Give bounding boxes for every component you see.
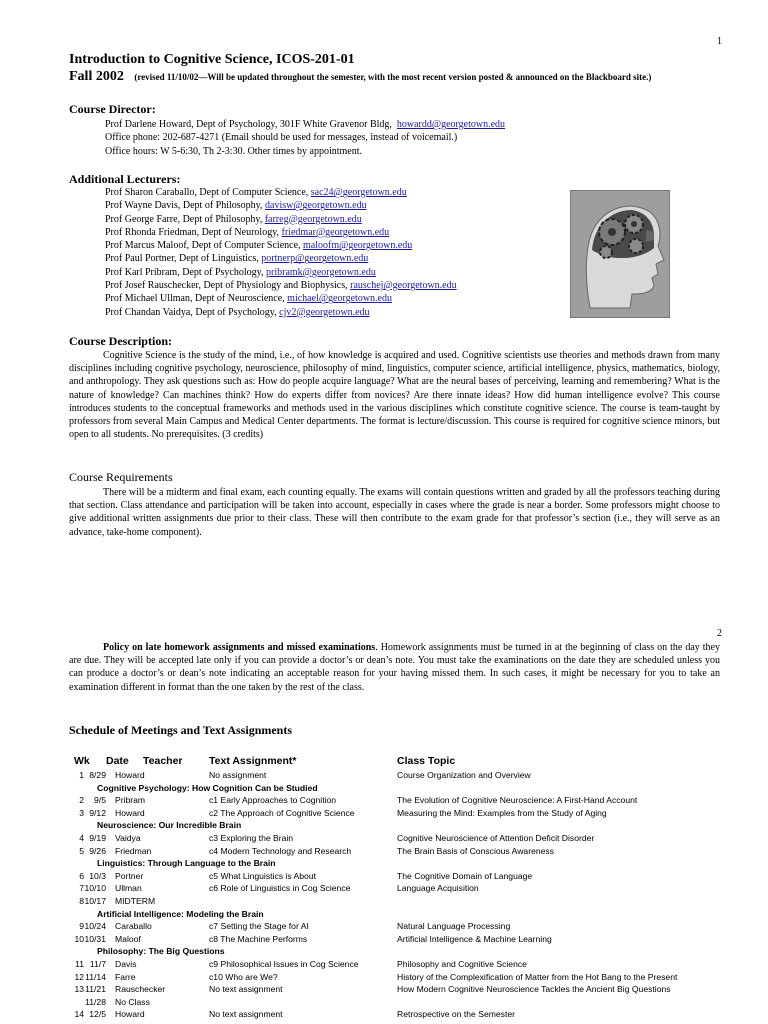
date-cell: 9/19 [89, 833, 106, 843]
schedule-unit-heading [72, 819, 752, 831]
lecturer-name: Prof Sharon Caraballo, Dept of Computer Science, [105, 187, 311, 198]
schedule-unit-heading [72, 782, 752, 794]
text-assignment-cell: No text assignment [209, 1009, 283, 1020]
lecturer-email-link[interactable]: cjv2@georgetown.edu [279, 306, 370, 318]
director-email-link[interactable]: howardd@georgetown.edu [396, 119, 506, 130]
lecturer-email-link[interactable]: davisw@georgetown.edu [265, 200, 367, 212]
schedule-heading: Schedule of Meetings and Text Assignments [69, 723, 293, 737]
lecturer-name: Prof Karl Pribram, Dept of Psychology, [105, 266, 266, 278]
schedule-unit-heading [72, 857, 752, 869]
week-cell: 7 [79, 883, 84, 894]
class-topic-cell: Course Organization and Overview [397, 770, 531, 780]
text-assignment-cell: c8 The Machine Performs [209, 933, 308, 944]
teacher-cell: Pribram [115, 795, 146, 806]
term-line [69, 69, 651, 85]
schedule-row [72, 807, 752, 819]
schedule-row [72, 845, 752, 857]
class-topic-cell: Philosophy and Cognitive Science [397, 959, 527, 969]
lecturer-item [105, 186, 457, 199]
lecturer-name: Prof George Farre, Dept of Philosophy, [105, 213, 265, 225]
schedule-row [72, 933, 752, 945]
teacher-cell: Rauschecker [115, 984, 166, 995]
lecturer-item [105, 306, 457, 319]
teacher-cell: Howard [115, 770, 145, 780]
text-assignment-cell: c4 Modern Technology and Research [209, 845, 352, 856]
lecturer-name: Prof Wayne Davis, Dept of Philosophy, [105, 200, 266, 212]
col-header-class-topic: Class Topic [397, 755, 456, 767]
schedule-table [72, 755, 752, 1023]
lecturer-email-link[interactable]: rauschej@georgetown.edu [350, 280, 457, 292]
date-cell: 9/12 [89, 807, 106, 818]
schedule-row [72, 832, 752, 844]
class-topic-cell: The Brain Basis of Conscious Awareness [397, 845, 554, 856]
late-policy-body: . Homework assignments must be turned in at the beginning of class on the day they are due. They will be accepted late only if you can provide a doctor’s or dean’s note. You must take the examinations on the date they are scheduled unless you can produce a doctor’s or dean’s note indicating an acceptable reason for your having missed them. In such cases, it might be necessary for you to take an examination different in format than the one taken by the rest of the class. [69, 642, 720, 693]
text-assignment-cell: c6 Role of Linguistics in Cog Science [209, 883, 351, 894]
description-heading: Course Description: [69, 334, 172, 348]
date-cell: 11/7 [89, 959, 106, 969]
course-director-heading: Course Director: [69, 102, 156, 116]
date-cell: 10/10 [84, 883, 106, 894]
teacher-cell: Portner [115, 870, 144, 881]
teacher-cell: MIDTERM [115, 896, 156, 906]
date-cell: 11/28 [85, 996, 106, 1007]
lecturer-email-link[interactable]: friedmar@georgetown.edu [281, 226, 390, 238]
col-header-date: Date [106, 755, 129, 767]
week-cell: 8 [79, 896, 84, 906]
lecturer-name: Prof Michael Ullman, Dept of Neuroscience, [105, 293, 288, 305]
lecturer-email-link[interactable]: pribramk@georgetown.edu [266, 266, 376, 278]
teacher-cell: Vaidya [115, 833, 141, 843]
lecturer-name: Prof Marcus Maloof, Dept of Computer Science, [105, 240, 304, 252]
text-assignment-cell: c1 Early Approaches to Cognition [209, 795, 337, 806]
lecturer-item [105, 266, 457, 279]
lecturer-list [105, 186, 457, 319]
schedule-row [72, 1008, 752, 1020]
schedule-row [72, 996, 752, 1008]
week-cell: 3 [79, 807, 84, 818]
text-assignment-cell: c2 The Approach of Cognitive Science [209, 807, 355, 818]
week-cell: 1 [79, 770, 84, 780]
text-assignment-cell: c7 Setting the Stage for AI [209, 921, 309, 932]
teacher-cell: Howard [115, 1009, 145, 1020]
lecturer-name: Prof Chandan Vaidya, Dept of Psychology, [105, 306, 280, 318]
date-cell: 8/29 [89, 770, 106, 780]
description-body: Cognitive Science is the study of the mind, i.e., of how knowledge is acquired and used. Cognitive scientists use theories and methods drawn from many disciplines including cognitive psychology, neuroscience, philosophy of mind, linguistics, computer science, artificial intelligence, physics, mathematics, biology, and anthropology. They ask questions such as: How do people acquire language? What are the neural bases of perceiving, learning and remembering? What is the nature of knowledge? Can machines think? How do experts differ from novices? Are there innate ideas? How did human intelligence evolve? This course introduces students to the conceptual frameworks and methods used in the various disciplines which constitute cognitive science. The course is team-taught by professors from several Main Campus and Medical Center departments. The format is lecture/discussion. This course is required for cognitive science minors, but open to all students. No prerequisites. (3 credits) [69, 350, 720, 441]
late-policy-lead: Policy on late homework assignments and missed examinations [103, 642, 376, 653]
page-number: 1 [717, 36, 722, 47]
lecturer-email-link[interactable]: michael@georgetown.edu [287, 293, 392, 305]
teacher-cell: Maloof [115, 933, 141, 944]
date-cell: 9/5 [94, 795, 106, 806]
lecturer-email-link[interactable]: maloofm@georgetown.edu [303, 240, 413, 252]
class-topic-cell: How Modern Cognitive Neuroscience Tackles the Ancient Big Questions [397, 984, 671, 995]
week-cell: 5 [79, 845, 84, 856]
lecturer-item [105, 199, 457, 212]
lecturer-email-link[interactable]: sac24@georgetown.edu [310, 187, 407, 198]
class-topic-cell: Natural Language Processing [397, 921, 511, 932]
schedule-row [72, 920, 752, 932]
date-cell: 10/24 [84, 921, 106, 932]
teacher-cell: Friedman [115, 845, 152, 856]
week-cell: 11 [75, 959, 84, 969]
schedule-row [72, 794, 752, 806]
teacher-cell: Howard [115, 807, 145, 818]
unit-label: Neuroscience: Our Incredible Brain [97, 820, 242, 831]
class-topic-cell: The Evolution of Cognitive Neuroscience: A First-Hand Account [397, 795, 638, 806]
unit-label: Philosophy: The Big Questions [97, 946, 225, 957]
text-assignment-cell: c5 What Linguistics is About [209, 870, 316, 881]
col-header-teacher: Teacher [143, 755, 183, 767]
text-assignment-cell: No assignment [209, 770, 267, 780]
class-topic-cell: Artificial Intelligence & Machine Learning [397, 933, 552, 944]
requirements-heading: Course Requirements [69, 470, 173, 484]
schedule-row [72, 870, 752, 882]
week-cell: 2 [79, 795, 84, 806]
class-topic-cell: Cognitive Neuroscience of Attention Deficit Disorder [397, 833, 595, 843]
schedule-row [72, 769, 752, 781]
lecturer-email-link[interactable]: portnerp@georgetown.edu [261, 253, 369, 265]
class-topic-cell: Measuring the Mind: Examples from the Study of Aging [397, 807, 607, 818]
schedule-unit-heading [72, 945, 752, 957]
week-cell: 4 [79, 833, 84, 843]
course-title: Introduction to Cognitive Science, ICOS-201-01 [69, 52, 355, 67]
schedule-unit-heading [72, 908, 752, 920]
text-assignment-cell: c3 Exploring the Brain [209, 833, 294, 843]
class-topic-cell: History of the Complexification of Matter from the Hot Bang to the Present [397, 971, 678, 982]
date-cell: 11/21 [85, 984, 106, 995]
schedule-row [72, 971, 752, 983]
gear-head-illustration [570, 190, 670, 318]
lecturers-heading: Additional Lecturers: [69, 172, 181, 186]
director-hours: Office hours: W 5-6:30, Th 2-3:30. Other times by appointment. [105, 145, 363, 157]
week-cell: 6 [79, 870, 84, 881]
date-cell: 10/3 [89, 870, 106, 881]
lecturer-item [105, 239, 457, 252]
text-assignment-cell: c10 Who are We? [209, 971, 278, 982]
late-policy [69, 641, 720, 694]
teacher-cell: Ullman [115, 883, 142, 894]
teacher-cell: No Class [115, 996, 150, 1007]
week-cell: 14 [74, 1009, 84, 1020]
director-phone: Office phone: 202-687-4271 (Email should be used for messages, instead of voicemail.) [105, 132, 458, 144]
schedule-row [72, 882, 752, 894]
week-cell: 12 [74, 971, 84, 982]
date-cell: 9/26 [89, 845, 106, 856]
schedule-row [72, 983, 752, 995]
text-assignment-cell: c9 Philosophical Issues in Cog Science [209, 959, 359, 969]
text-assignment-cell: No text assignment [209, 984, 283, 995]
class-topic-cell: Retrospective on the Semester [397, 1009, 515, 1020]
schedule-row [72, 958, 752, 970]
lecturer-name: Prof Rhonda Friedman, Dept of Neurology, [105, 226, 282, 238]
date-cell: 11/14 [85, 971, 106, 982]
date-cell: 12/5 [89, 1009, 106, 1020]
week-cell: 10 [74, 933, 84, 944]
lecturer-item [105, 213, 457, 226]
class-topic-cell: The Cognitive Domain of Language [397, 870, 533, 881]
schedule-row [72, 895, 752, 907]
date-cell: 10/17 [84, 896, 106, 906]
class-topic-cell: Language Acquisition [397, 883, 479, 894]
teacher-cell: Caraballo [115, 921, 152, 932]
revision-note: (revised 11/10/02—Will be updated throughout the semester, with the most recent version posted & announced on the Blackboard site.) [134, 72, 652, 82]
unit-label: Artificial Intelligence: Modeling the Brain [97, 908, 264, 919]
course-director-block [105, 118, 505, 158]
unit-label: Linguistics: Through Language to the Brain [97, 858, 276, 869]
teacher-cell: Davis [115, 959, 137, 969]
unit-label: Cognitive Psychology: How Cognition Can be Studied [97, 782, 318, 793]
lecturer-item [105, 279, 457, 292]
lecturer-item [105, 252, 457, 265]
lecturer-name: Prof Josef Rauschecker, Dept of Physiology and Biophysics, [105, 280, 351, 292]
page-number: 2 [717, 628, 722, 639]
date-cell: 10/31 [84, 933, 106, 944]
director-name: Prof Darlene Howard, Dept of Psychology, 301F White Gravenor Bldg, [105, 119, 392, 130]
week-cell: 9 [79, 921, 84, 932]
lecturer-name: Prof Paul Portner, Dept of Linguistics, [105, 253, 262, 265]
week-cell: 13 [74, 984, 84, 995]
col-header-wk: Wk [74, 755, 90, 767]
requirements-body: There will be a midterm and final exam, each counting equally. The exams will contain questions written and graded by all the professors teaching during that section. Class attendance and participation will be taken into account, especially in cases where the grade is near a border. Some professors might choose to give additional written assignments due prior to their class. These will then contribute to the exam grade for that professor’s section (i.e., they will serve as an advance, take-home component). [69, 487, 720, 538]
col-header-text-assignment: Text Assignment* [209, 755, 297, 767]
lecturer-item [105, 226, 457, 239]
lecturer-item [105, 292, 457, 305]
teacher-cell: Farre [115, 971, 136, 982]
term: Fall 2002 [69, 69, 124, 84]
lecturer-email-link[interactable]: farreg@georgetown.edu [264, 213, 362, 225]
gear-head-image [570, 190, 670, 318]
